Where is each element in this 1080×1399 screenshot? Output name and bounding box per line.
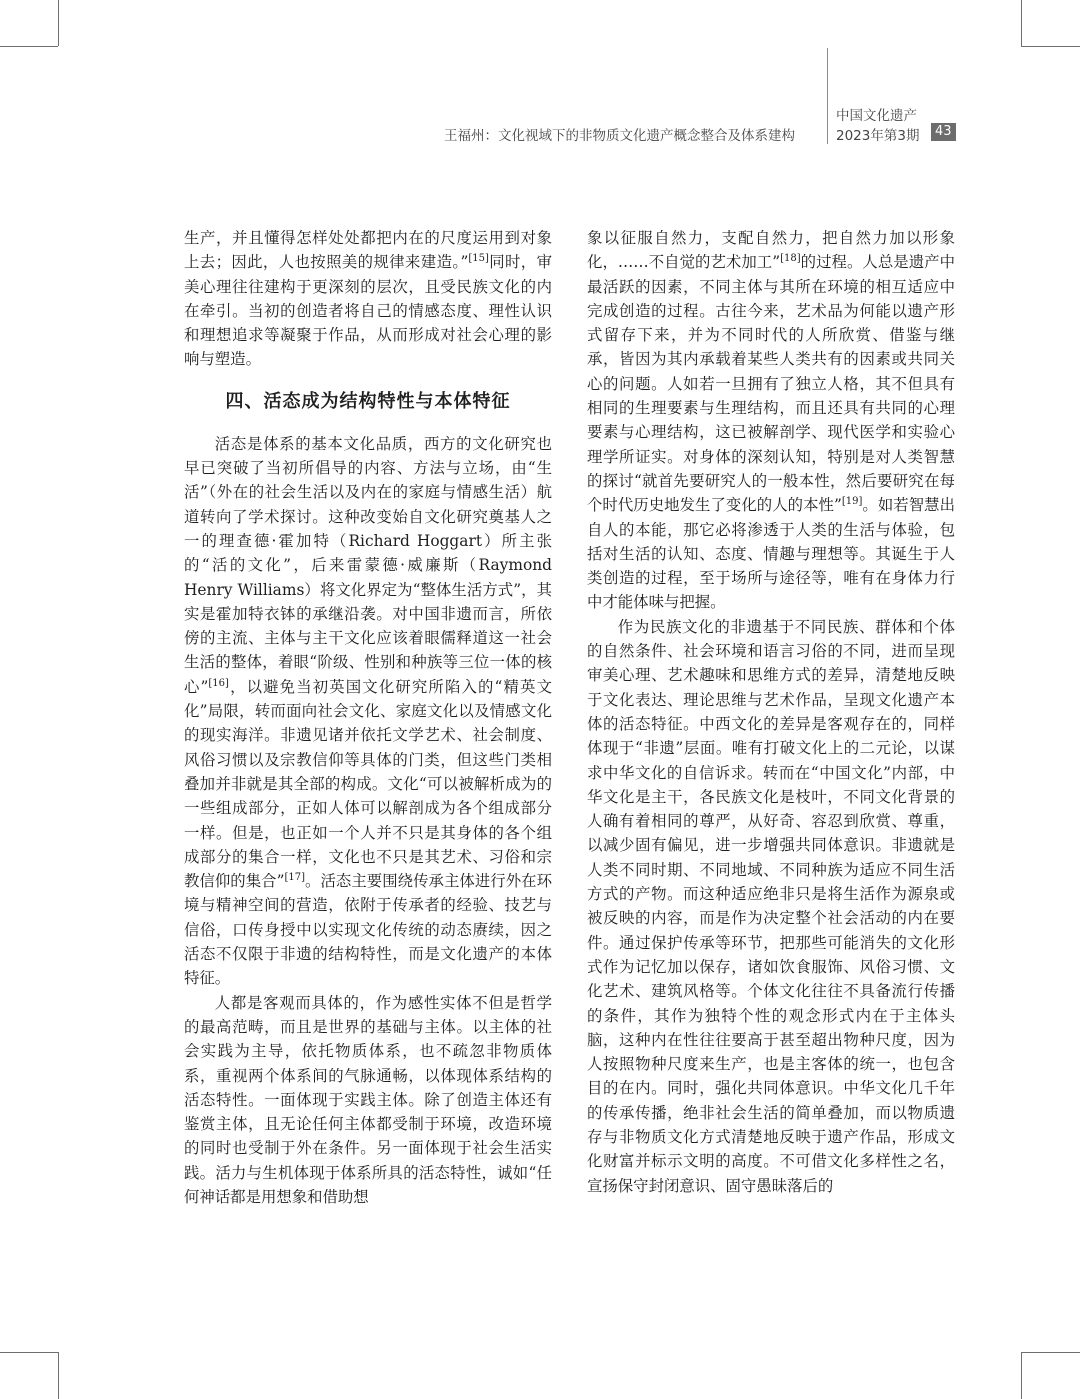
page-number: 43 [931,123,956,141]
text-run: 生产，并且懂得怎样处处都把内在的尺度运用到对象上去；因此，人也按照美的规律来建造。” [184,229,552,272]
issue-label: 2023年第3期 [836,128,920,144]
text-run: 作为民族文化的非遗基于不同民族、群体和个体的自然条件、社会环境和语言习俗的不同，进而呈现审美心理、艺术趣味和思维方式的差异，清楚地反映于文化表达、理论思维与艺术作品，呈现文化遗产本体的活态特征。中西文化的差异是客观存在的，同样体现于“非遗”层面。唯有打破文化上的二元论，以谋求中华文化的自信诉求。转而在“中国文化”内部，中华文化是主干，各民族文化是枝叶，不同文化背景的人确有着相同的尊严，从好奇、容忍到欣赏、尊重，以减少固有偏见，进一步增强共同体意识。非遗就是人类不同时期、不同地域、不同种族为适应不同生活方式的产物。而这种适应绝非只是将生活作为源泉或被反映的内容，而是作为决定整个社会活动的内在要件。通过保护传承等环节，把那些可能消失的文化形式作为记忆加以保存，诸如饮食服饰、风俗习惯、文化艺术、建筑风格等。个体文化往往不具备流行传播的条件，其作为独特个性的观念形式内在于主体头脑，这种内在性往往要高于甚至超出物种尺度，因为人按照物种尺度来生产，也是主客体的统一，也包含目的在内。同时，强化共同体意识。中华文化几千年的传承传播，绝非社会生活的简单叠加，而以物质遗存与非物质文化方式清楚地反映于遗产作品，形成文化财富并标示文明的高度。不可借文化多样性之名，宣扬保守封闭意识、固守愚昧落后的 [587,617,955,1195]
citation-ref: [18] [780,253,801,265]
paragraph [184,432,552,991]
text-run: 活态是体系的基本文化品质，西方的文化研究也早已突破了当初所倡导的内容、方法与立场，由“生活”（外在的社会生活以及内在的家庭与情感生活）航道转向了学术探讨。这种改变始自文化研究奠基人之一的理查德·霍加特（Richard Hoggart）所主张的“活的文化”，后来雷蒙德·威廉斯（Raymond Henry Williams）将文化界定为“整体生活方式”，其实是霍加特衣钵的承继沿袭。对中国非遗而言，所依傍的主流、主体与主干文化应该着眼儒释道这一社会生活的整体，着眼“阶级、性别和种族等三位一体的核心” [184,434,552,696]
crop-mark-bottom-left-vertical [58,1352,59,1399]
paragraph [587,226,955,615]
crop-mark-bottom-right-vertical [1021,1352,1022,1399]
header-divider [827,48,828,144]
text-run: ，以避免当初英国文化研究所陷入的“精英文化”局限，转而面向社会文化、家庭文化以及情感文化的现实海洋。非遗见诸并依托文学艺术、社会制度、风俗习惯以及宗教信仰等具体的门类，但这些门类相叠加并非就是其全部的构成。文化“可以被解析成为的一些组成部分，正如人体可以解剖成为各个组成部分一样。但是，也正如一个人并不只是其身体的各个组成部分的集合一样，文化也不只是其艺术、习俗和宗教信仰的集合” [184,677,552,891]
text-run: 。如若智慧出自人的本能，那它必将渗透于人类的生活与体验，包括对生活的认知、态度、情趣与理想等。其诞生于人类创造的过程，至于场所与途径等，唯有在身体力行中才能体味与把握。 [587,496,955,612]
section-heading: 四、活态成为结构特性与本体特征 [225,390,511,412]
citation-ref: [16] [208,677,229,689]
paragraph [184,226,552,372]
crop-mark-bottom-right-horizontal [1021,1352,1080,1353]
citation-ref: [17] [284,872,306,884]
text-run: 象以征服自然力，支配自然力，把自然力加以形象化，……不自觉的艺术加工” [587,229,955,272]
text-run: 同时，审美心理往往建构于更深刻的层次，且受民族文化的内在牵引。当初的创造者将自己的情感态度、理性认识和理想追求等凝聚于作品，从而形成对社会心理的影响与塑造。 [184,253,552,369]
text-run: 。活态主要围绕传承主体进行外在环境与精神空间的营造，依附于传承者的经验、技艺与信俗，口传身授中以实现文化传统的动态赓续，因之活态不仅限于非遗的结构特性，而是文化遗产的本体特征。 [184,872,552,988]
text-run: 人都是客观而具体的，作为感性实体不但是哲学的最高范畴，而且是世界的基础与主体。以主体的社会实践为主导，依托物质体系，也不疏忽非物质体系，重视两个体系间的气脉通畅，以体现体系结构的活态特性。一面体现于实践主体。除了创造主体还有鉴赏主体，且无论任何主体都受制于环境，改造环境的同时也受制于外在条件。另一面体现于社会生活实践。活力与生机体现于体系所具的活态特性，诚如“任何神话都是用想象和借助想 [184,993,552,1206]
crop-mark-top-left-horizontal [0,46,58,47]
running-article-title: 王福州：文化视域下的非物质文化遗产概念整合及体系建构 [444,128,795,144]
crop-mark-top-right-horizontal [1021,46,1080,47]
text-run: 的过程。人总是遗产中最活跃的因素，不同主体与其所在环境的相互适应中完成创造的过程。古往今来，艺术品为何能以遗产形式留存下来，并为不同时代的人所欣赏、借鉴与继承，皆因为其内承载着某些人类共有的因素或共同关心的问题。人如若一旦拥有了独立人格，其不但具有相同的生理要素与生理结构，而且还具有共同的心理要素与心理结构，这已被解剖学、现代医学和实验心理学所证实。对身体的深刻认知，特别是对人类智慧的探讨“就首先要研究人的一般本性，然后要研究在每个时代历史地发生了变化的人的本性” [587,253,955,515]
citation-ref: [15] [468,253,489,265]
left-text-column [184,226,552,1209]
citation-ref: [19] [841,496,863,508]
crop-mark-top-left-vertical [58,0,59,46]
journal-name: 中国文化遗产 [836,108,917,124]
right-text-column [587,226,955,1198]
crop-mark-bottom-left-horizontal [0,1352,58,1353]
crop-mark-top-right-vertical [1021,0,1022,46]
paragraph [587,615,955,1198]
paragraph [184,991,552,1210]
